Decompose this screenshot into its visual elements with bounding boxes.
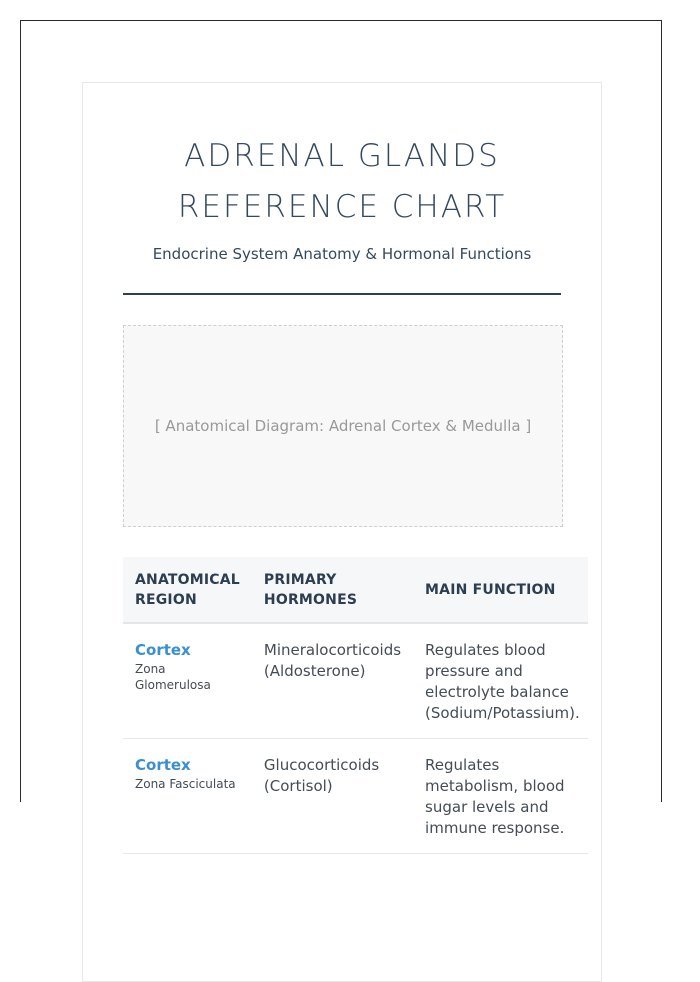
region-zone: Zona Glomerulosa bbox=[135, 662, 211, 692]
page-subtitle: Endocrine System Anatomy & Hormonal Functions bbox=[152, 245, 532, 263]
reference-card bbox=[82, 82, 602, 982]
table-header bbox=[123, 557, 588, 623]
diagram-placeholder bbox=[123, 325, 563, 527]
hormones-cell: Glucocorticoids (Cortisol) bbox=[252, 739, 413, 854]
hormones-cell: Mineralocorticoids (Aldosterone) bbox=[252, 623, 413, 739]
title-divider bbox=[123, 293, 561, 295]
table-header-row bbox=[123, 557, 588, 623]
title-line-2: REFERENCE CHART bbox=[177, 189, 507, 225]
column-header-function: MAIN FUNCTION bbox=[413, 557, 588, 623]
hormone-table bbox=[123, 557, 588, 854]
function-cell: Regulates metabolism, blood sugar levels and immune response. bbox=[413, 739, 588, 854]
region-name: Cortex bbox=[135, 641, 191, 659]
table-body bbox=[123, 623, 588, 854]
region-name: Cortex bbox=[135, 756, 191, 774]
region-zone: Zona Fasciculata bbox=[135, 777, 236, 791]
page-title bbox=[83, 131, 601, 233]
function-cell: Regulates blood pressure and electrolyte balance (Sodium/Potassium). bbox=[413, 623, 588, 739]
column-header-region: ANATOMICAL REGION bbox=[123, 557, 252, 623]
diagram-placeholder-text: [ Anatomical Diagram: Adrenal Cortex & Medulla ] bbox=[154, 417, 532, 435]
table-row bbox=[123, 739, 588, 854]
title-line-1: ADRENAL GLANDS bbox=[184, 138, 500, 174]
page-viewport bbox=[20, 20, 662, 837]
region-cell bbox=[123, 623, 252, 739]
column-header-hormones: PRIMARY HORMONES bbox=[252, 557, 413, 623]
region-cell bbox=[123, 739, 252, 854]
table-row bbox=[123, 623, 588, 739]
